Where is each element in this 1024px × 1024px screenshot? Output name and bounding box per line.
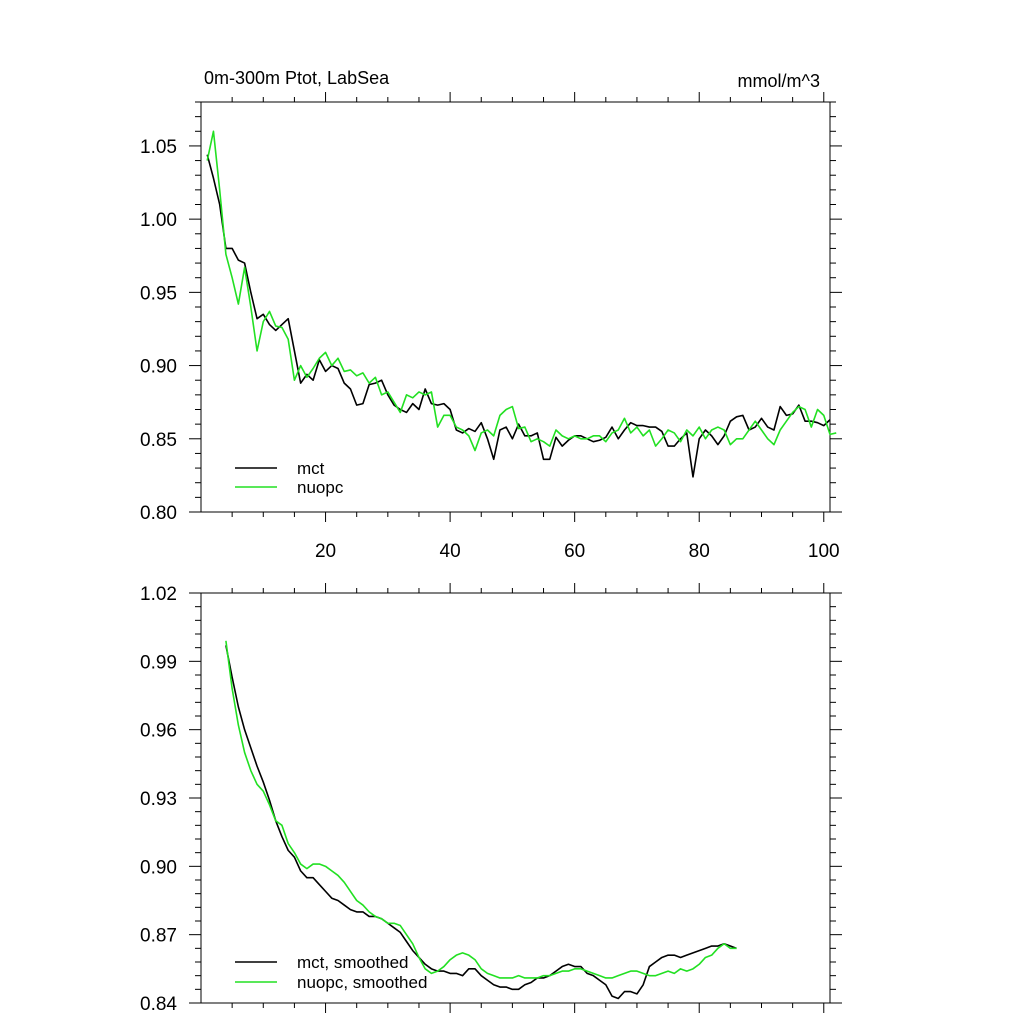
y-tick-label: 1.00	[140, 210, 177, 232]
y-tick-label: 0.99	[140, 652, 177, 674]
chart-1	[140, 68, 842, 562]
y-tick-label: 0.85	[140, 429, 177, 451]
plot-frame	[201, 102, 830, 512]
y-tick-label: 0.80	[140, 503, 177, 524]
x-tick-label: 20	[314, 541, 337, 562]
x-tick-label: 60	[564, 541, 586, 562]
y-tick-label: 0.90	[140, 857, 177, 879]
y-tick-label: 0.93	[140, 789, 177, 810]
y-tick-label: 0.90	[140, 356, 177, 378]
legend-label: nuopc	[297, 478, 344, 497]
y-tick-label: 0.87	[140, 925, 177, 947]
chart-2	[140, 583, 842, 1015]
series-line-nuopc	[207, 131, 836, 450]
series-line-mct-smoothed	[226, 645, 737, 998]
y-tick-label: 0.96	[140, 720, 177, 742]
legend-label: nuopc, smoothed	[297, 973, 428, 992]
y-tick-label: 1.02	[140, 584, 177, 605]
x-tick-label: 40	[439, 541, 461, 562]
plot-frame	[201, 593, 830, 1003]
legend	[235, 953, 427, 992]
legend-label: mct	[297, 459, 325, 478]
y-tick-label: 0.95	[140, 283, 177, 305]
y-tick-label: 1.05	[140, 136, 177, 158]
chart-title: 0m-300m Ptot, LabSea	[204, 68, 390, 88]
x-tick-label: 80	[688, 541, 710, 562]
units-label: mmol/m^3	[737, 71, 820, 91]
y-tick-label: 0.84	[140, 994, 177, 1015]
legend-label: mct, smoothed	[297, 953, 409, 972]
legend	[235, 459, 344, 497]
x-tick-label: 100	[807, 541, 840, 562]
series-line-nuopc-smoothed	[226, 641, 737, 978]
